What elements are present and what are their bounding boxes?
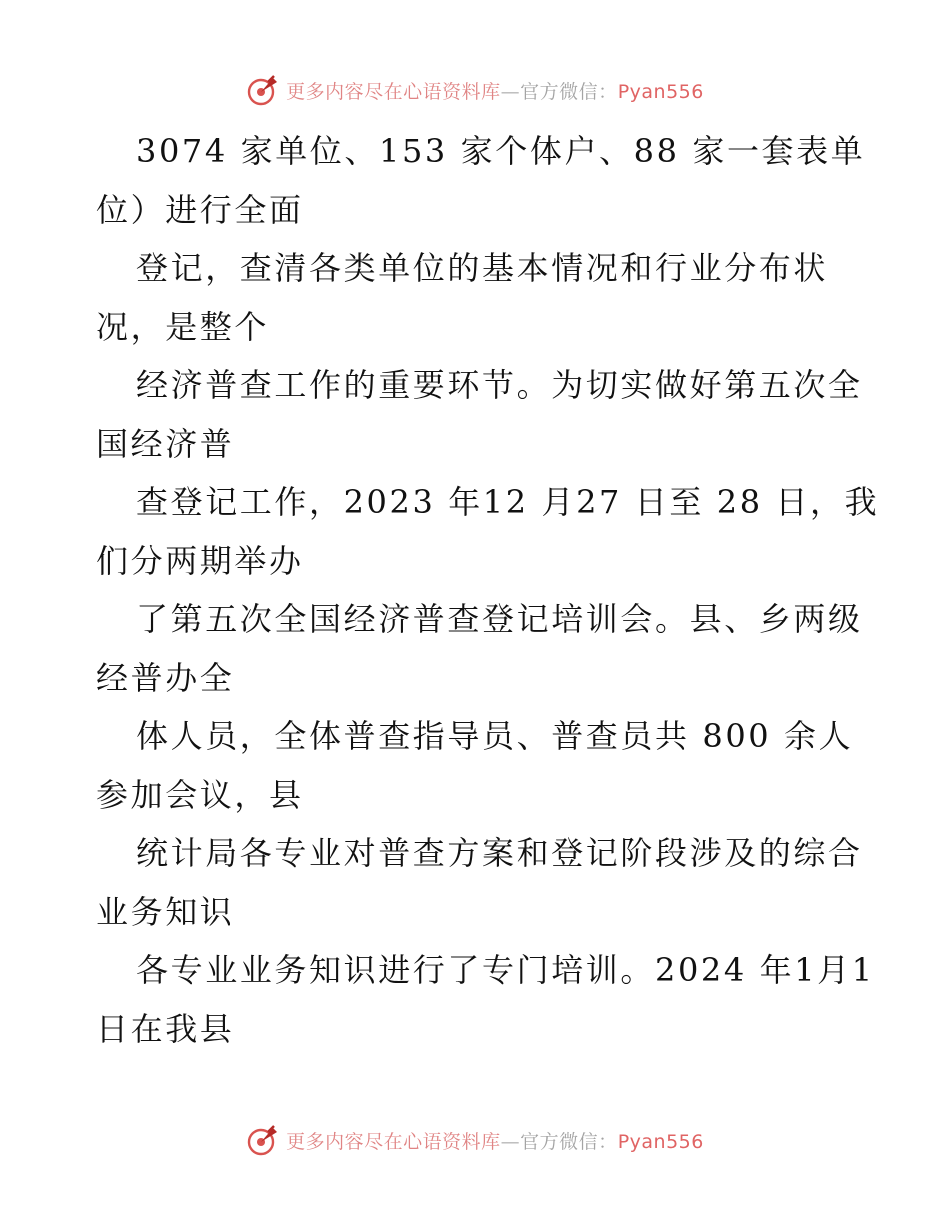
body-line: 参加会议，县 <box>96 775 304 814</box>
watermark-sub-text: 官方微信： <box>520 1130 618 1153</box>
body-line: 日在我县 <box>96 1009 235 1048</box>
pen-nib-circle-icon <box>246 1123 280 1157</box>
body-line: 3074 家单位、153 家个体户、88 家一套表单 <box>136 132 866 170</box>
body-line: 了第五次全国经济普查登记培训会。县、乡两级 <box>136 600 863 638</box>
body-line: 位）进行全面 <box>96 190 304 229</box>
body-line: 统计局各专业对普查方案和登记阶段涉及的综合 <box>136 834 863 872</box>
body-line: 业务知识 <box>96 892 235 931</box>
watermark-sub-text: 官方微信： <box>520 80 618 103</box>
watermark-main-text: 更多内容尽在心语资料库 <box>286 1130 501 1153</box>
body-line: 各专业业务知识进行了专门培训。2024 年1月1 <box>136 951 875 989</box>
body-line: 国经济普 <box>96 424 235 463</box>
watermark-wechat-id: Pyan556 <box>617 80 704 103</box>
body-line: 体人员，全体普查指导员、普查员共 800 余人 <box>136 717 854 755</box>
body-line: 们分两期举办 <box>96 541 304 580</box>
body-line: 经济普查工作的重要环节。为切实做好第五次全 <box>136 366 863 404</box>
body-line: 况，是整个 <box>96 307 270 346</box>
watermark-main-text: 更多内容尽在心语资料库 <box>286 80 501 103</box>
document-body <box>96 122 880 1058</box>
body-line: 查登记工作，2023 年12 月27 日至 28 日，我 <box>136 483 880 521</box>
footer-watermark <box>0 1120 950 1160</box>
body-line: 登记，查清各类单位的基本情况和行业分布状 <box>136 249 829 287</box>
pen-nib-circle-icon <box>246 73 280 107</box>
watermark-wechat-id: Pyan556 <box>617 1130 704 1153</box>
header-watermark <box>0 70 950 110</box>
watermark-dash: — <box>500 80 521 103</box>
watermark-dash: — <box>500 1130 521 1153</box>
body-line: 经普办全 <box>96 658 235 697</box>
